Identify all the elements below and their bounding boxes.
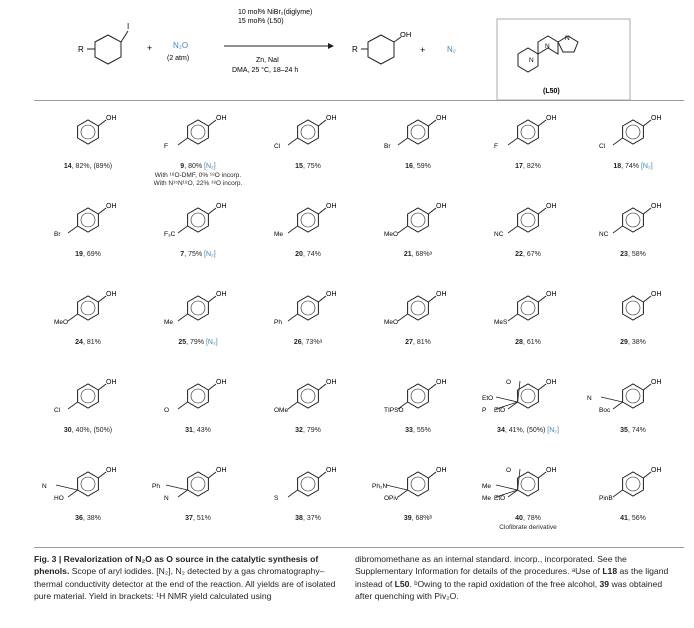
compound-label — [579, 250, 687, 259]
compound-label — [474, 514, 582, 523]
compound-label: 7, 75% [N₂] — [180, 251, 216, 258]
substituent-label: NC — [494, 231, 504, 238]
hydroxyl-label: OH — [436, 291, 447, 298]
compound-id: 28 — [515, 339, 523, 346]
compound-cell — [34, 104, 142, 192]
figure-caption-left: Fig. 3 | Revalorization of N₂O as O source in the catalytic synthesis of phenols. Scope of aryl iodides. [N₂], N₂ detected by a gas chromatography–thermal conductivity detector at the end of the reaction. All yields are of isolated pure material. Yield in brackets: ¹H NMR yield calculated using — [34, 554, 336, 602]
compound-cell — [474, 456, 582, 544]
substituent-label: MeO — [384, 231, 399, 238]
hydroxyl-label: OH — [436, 467, 447, 474]
compound-id: 14 — [63, 163, 72, 170]
hydroxyl-label: OH — [106, 203, 117, 210]
compound-structure — [474, 192, 582, 248]
substituent-label: Boc — [599, 407, 611, 414]
compound-structure — [34, 104, 142, 160]
compound-structure — [579, 192, 687, 248]
compound-label: 34, 41%, (50%) [N₂] — [497, 427, 559, 434]
compound-structure — [254, 192, 362, 248]
compound-id: 17 — [515, 163, 523, 170]
compound-yield: , 37% — [302, 515, 321, 522]
compound-yield: , 74% — [627, 427, 646, 434]
compound-cell — [34, 456, 142, 544]
compound-cell — [144, 104, 252, 192]
hydroxyl-label: OH — [216, 379, 227, 386]
compound-id: 39 — [403, 515, 412, 522]
product-r: R — [352, 45, 358, 54]
compound-id: 7 — [180, 251, 185, 258]
substituent-label: Cl — [54, 407, 61, 414]
compound-yield: , 81% — [412, 339, 431, 346]
scheme-divider — [34, 100, 684, 101]
phenol-product-structure — [361, 35, 401, 64]
ligand-label: (L50) — [543, 88, 560, 95]
compound-id: 21 — [403, 251, 412, 258]
substituent-label: Cl — [274, 143, 281, 150]
substituent-label: EtO — [494, 495, 506, 502]
compound-yield: , 75% — [302, 163, 321, 170]
compound-id: 29 — [620, 339, 628, 346]
substituent-label: OPiv — [384, 495, 399, 502]
compound-structure — [579, 456, 687, 512]
substituent-label: Me — [482, 495, 492, 502]
n2o-reagent: N₂O — [173, 41, 189, 50]
compound-structure — [34, 456, 142, 512]
plus-sign: + — [147, 43, 153, 53]
compound-label — [474, 338, 582, 347]
compound-cell — [579, 192, 687, 280]
compound-structure — [579, 368, 687, 424]
compound-cell — [474, 104, 582, 192]
compound-cell — [364, 192, 472, 280]
hydroxyl-label: OH — [216, 115, 227, 122]
compound-yield: , 51% — [192, 515, 211, 522]
compound-label — [254, 426, 362, 435]
compound-label — [254, 162, 362, 171]
compound-label — [34, 162, 142, 171]
substituent-label: Br — [384, 143, 391, 150]
compound-label — [579, 514, 687, 523]
substituent-label: MeO — [54, 319, 69, 326]
figure-caption-right: dibromomethane as an internal standard. incorp., incorporated. See the Supplementary Information for details of the procedures. ᵃUse of L18 as the ligand instead of L50. ᵇOwing to the rapid oxidation of the free alcohol, 39 was obtained after quenching with Piv₂O. — [355, 554, 669, 602]
substituent-label: F — [164, 143, 168, 150]
compound-yield: , 61% — [522, 339, 541, 346]
compound-yield: , 82%, (89%) — [71, 163, 113, 170]
compound-label — [579, 338, 687, 347]
substituent-label: OMe — [274, 407, 289, 414]
compound-note: With N¹⁵N¹⁸O, 22% ¹⁸O incorp. — [153, 180, 243, 187]
hydroxyl-label: OH — [106, 379, 117, 386]
compound-structure — [364, 280, 472, 336]
compound-structure — [254, 280, 362, 336]
hydroxyl-label: OH — [651, 291, 662, 298]
compound-id: 34 — [497, 427, 505, 434]
compound-cell — [364, 280, 472, 368]
substituent-label: HO — [54, 495, 64, 502]
compound-id: 35 — [620, 427, 628, 434]
compound-yield: , 79% — [186, 339, 206, 346]
compound-label — [34, 338, 142, 347]
caption-body-right: dibromomethane as an internal standard. incorp., incorporated. See the Supplementary Information for details of the procedures. — [355, 554, 627, 577]
compound-cell — [144, 280, 252, 368]
compound-yield: , 75% — [184, 251, 205, 258]
compound-structure — [144, 368, 252, 424]
compound-yield: , 68%ᵇ — [411, 515, 433, 522]
compound-cell — [34, 368, 142, 456]
compound-id: 19 — [75, 251, 83, 258]
hydroxyl-label: OH — [326, 467, 337, 474]
compound-cell — [254, 456, 362, 544]
compound-label — [254, 514, 362, 523]
hydroxyl-label: OH — [436, 115, 447, 122]
hydroxyl-label: OH — [651, 379, 662, 386]
figure-number: Fig. 3 — [34, 554, 57, 564]
conditions-line-2: DMA, 25 °C, 18–24 h — [232, 67, 299, 74]
compound-label — [34, 426, 142, 435]
compound-label — [144, 426, 252, 435]
compound-label — [34, 514, 142, 523]
compound-label — [364, 250, 472, 259]
compound-yield: , 74% — [302, 251, 321, 258]
figure-title: Revalorization of N₂O as O source in the catalytic synthesis of phenols. — [34, 554, 319, 577]
compound-note: Clofibrate derivative — [499, 524, 557, 531]
substituent-label: F₃C — [164, 231, 176, 238]
substituent-label: PinB — [599, 495, 613, 502]
compound-id: 16 — [405, 163, 413, 170]
hydroxyl-label: OH — [651, 115, 662, 122]
substituent-label: O — [506, 467, 512, 474]
compound-yield: , 79% — [302, 427, 321, 434]
compound-cell — [579, 104, 687, 192]
compound-yield: , 55% — [412, 427, 431, 434]
compound-label — [364, 162, 472, 171]
compound-structure — [254, 368, 362, 424]
substituent-label: Ph₂N — [372, 483, 388, 490]
compound-yield: , 80% — [184, 163, 205, 170]
compound-structure — [579, 280, 687, 336]
svg-text:N: N — [565, 35, 570, 42]
compound-cell — [144, 368, 252, 456]
compound-id: 41 — [620, 515, 628, 522]
compound-structure — [34, 280, 142, 336]
compound-cell — [364, 456, 472, 544]
compound-structure — [364, 104, 472, 160]
compound-yield: , 56% — [627, 515, 646, 522]
compound-label: 18, 74% [N₂] — [613, 163, 653, 170]
substituent-label: S — [274, 495, 279, 502]
substituent-label: P — [482, 407, 487, 414]
compound-structure — [144, 192, 252, 248]
hydroxyl-label: OH — [651, 203, 662, 210]
compound-id: 24 — [75, 339, 83, 346]
substituent-label: F — [494, 143, 498, 150]
compound-structure — [474, 368, 582, 424]
compound-id: 9 — [180, 163, 185, 170]
svg-text:N: N — [545, 43, 550, 50]
compound-cell — [144, 192, 252, 280]
compound-yield: , 69% — [82, 251, 101, 258]
hydroxyl-label: OH — [326, 291, 337, 298]
substituent-label: Ph — [274, 319, 282, 326]
compound-cell — [579, 280, 687, 368]
compound-cell — [364, 104, 472, 192]
substituent-label: Ph — [152, 483, 160, 490]
n2o-pressure: (2 atm) — [167, 55, 190, 62]
compound-id: 25 — [178, 339, 187, 346]
compound-yield: , 78% — [522, 515, 541, 522]
aryl-iodide-structure — [87, 31, 128, 64]
compound-yield: , 82% — [522, 163, 541, 170]
hydroxyl-label: OH — [546, 203, 557, 210]
compound-id: 31 — [185, 427, 193, 434]
catalyst-line-1: 10 mol% NiBr₂(diglyme) — [238, 9, 313, 16]
compound-structure — [364, 368, 472, 424]
compound-structure — [364, 192, 472, 248]
compound-id: 38 — [295, 515, 303, 522]
compound-cell — [254, 192, 362, 280]
compound-id: 18 — [613, 163, 622, 170]
compound-structure — [144, 104, 252, 160]
hydroxyl-label: OH — [106, 291, 117, 298]
substituent-label: Br — [54, 231, 61, 238]
reaction-scheme — [0, 0, 694, 110]
substituent-label: EtO — [482, 395, 494, 402]
compound-yield: , 38% — [627, 339, 646, 346]
compound-id: 23 — [620, 251, 628, 258]
compound-structure — [364, 456, 472, 512]
compound-id: 26 — [293, 339, 302, 346]
compound-structure — [144, 280, 252, 336]
compound-cell — [254, 104, 362, 192]
compound-structure — [254, 456, 362, 512]
scheme-i: I — [127, 22, 130, 31]
compound-cell — [34, 280, 142, 368]
substituent-label: Me — [274, 231, 284, 238]
compound-yield: , 81% — [82, 339, 101, 346]
compound-structure — [474, 280, 582, 336]
compound-structure — [474, 104, 582, 160]
n2-product: N₂ — [447, 45, 456, 54]
compound-structure — [34, 368, 142, 424]
compound-id: 15 — [295, 163, 303, 170]
caption-body-left: Scope of aryl iodides. [N₂], N₂ detected by a gas chromatography–thermal conductivity detector at the end of the reaction. All yields are of isolated pure material. Yield in brackets: ¹H NMR yield calculated using — [34, 566, 336, 602]
compound-cell — [34, 192, 142, 280]
compound-cell — [474, 368, 582, 456]
compound-yield: , 68%ᵃ — [411, 251, 433, 258]
conditions-line-1: Zn, NaI — [256, 57, 279, 64]
compound-yield: , 41%, (50%) — [504, 427, 548, 434]
plus-sign-2: + — [420, 45, 426, 55]
compound-label — [254, 338, 362, 347]
compound-yield: , 38% — [82, 515, 101, 522]
compound-label — [144, 514, 252, 523]
hydroxyl-label: OH — [216, 203, 227, 210]
compound-id: 27 — [405, 339, 413, 346]
compound-label — [254, 250, 362, 259]
compound-structure — [254, 104, 362, 160]
compound-label — [34, 250, 142, 259]
compound-label: 25, 79% [N₂] — [178, 339, 218, 346]
ligand-box — [497, 19, 630, 100]
substituent-label: EtO — [494, 407, 506, 414]
substituent-label: TIPSO — [384, 407, 404, 414]
compound-id: 40 — [515, 515, 523, 522]
compound-structure — [144, 456, 252, 512]
substituent-label: Me — [482, 483, 492, 490]
compound-id: 32 — [295, 427, 303, 434]
substituent-label: O — [164, 407, 170, 414]
hydroxyl-label: OH — [546, 467, 557, 474]
compound-structure — [474, 456, 582, 512]
caption-divider — [34, 547, 684, 548]
compound-yield: , 67% — [522, 251, 541, 258]
compound-note: With ¹⁸O-DMF, 0% ¹⁸O incorp. — [154, 172, 242, 179]
compound-cell — [364, 368, 472, 456]
compound-label: 9, 80% [N₂] — [180, 163, 216, 170]
compound-label — [474, 162, 582, 171]
compound-cell — [254, 280, 362, 368]
substituent-label: N — [42, 483, 47, 490]
hydroxyl-label: OH — [546, 379, 557, 386]
hydroxyl-label: OH — [216, 291, 227, 298]
compound-structure — [579, 104, 687, 160]
compound-yield: , 58% — [627, 251, 646, 258]
compound-id: 37 — [185, 515, 193, 522]
compound-cell — [254, 368, 362, 456]
substituent-label: Cl — [599, 143, 606, 150]
compound-id: 36 — [75, 515, 83, 522]
hydroxyl-label: OH — [436, 203, 447, 210]
compound-yield: , 74% — [621, 163, 641, 170]
catalyst-line-2: 15 mol% (L50) — [238, 18, 284, 25]
hydroxyl-label: OH — [436, 379, 447, 386]
hydroxyl-label: OH — [216, 467, 227, 474]
compound-structure — [34, 192, 142, 248]
hydroxyl-label: OH — [651, 467, 662, 474]
compound-yield: , 59% — [412, 163, 431, 170]
compound-id: 22 — [515, 251, 523, 258]
compound-cell — [579, 368, 687, 456]
compound-label — [474, 250, 582, 259]
hydroxyl-label: OH — [326, 115, 337, 122]
hydroxyl-label: OH — [106, 115, 117, 122]
substituent-label: O — [506, 379, 512, 386]
compound-yield: , 73%ᵃ — [301, 339, 323, 346]
compound-cell — [474, 280, 582, 368]
compound-yield: , 40%, (50%) — [71, 427, 113, 434]
compound-yield: , 43% — [192, 427, 211, 434]
hydroxyl-label: OH — [546, 291, 557, 298]
compound-label — [364, 514, 472, 523]
compound-label — [364, 338, 472, 347]
substituent-label: N — [587, 395, 592, 402]
svg-text:N: N — [529, 57, 534, 64]
substituent-label: NC — [599, 231, 609, 238]
compound-label — [364, 426, 472, 435]
compound-id: 20 — [295, 251, 303, 258]
compound-label — [579, 426, 687, 435]
compound-id: 33 — [405, 427, 413, 434]
hydroxyl-label: OH — [326, 203, 337, 210]
substituent-label: MeO — [384, 319, 399, 326]
compound-id: 30 — [63, 427, 72, 434]
substituent-label: MeS — [494, 319, 508, 326]
hydroxyl-label: OH — [106, 467, 117, 474]
scheme-r: R — [78, 45, 84, 54]
compound-cell — [474, 192, 582, 280]
compound-cell — [144, 456, 252, 544]
substituent-label: N — [164, 495, 169, 502]
hydroxyl-label: OH — [546, 115, 557, 122]
product-oh: OH — [400, 30, 412, 39]
substituent-label: Me — [164, 319, 174, 326]
hydroxyl-label: OH — [326, 379, 337, 386]
compound-cell — [579, 456, 687, 544]
